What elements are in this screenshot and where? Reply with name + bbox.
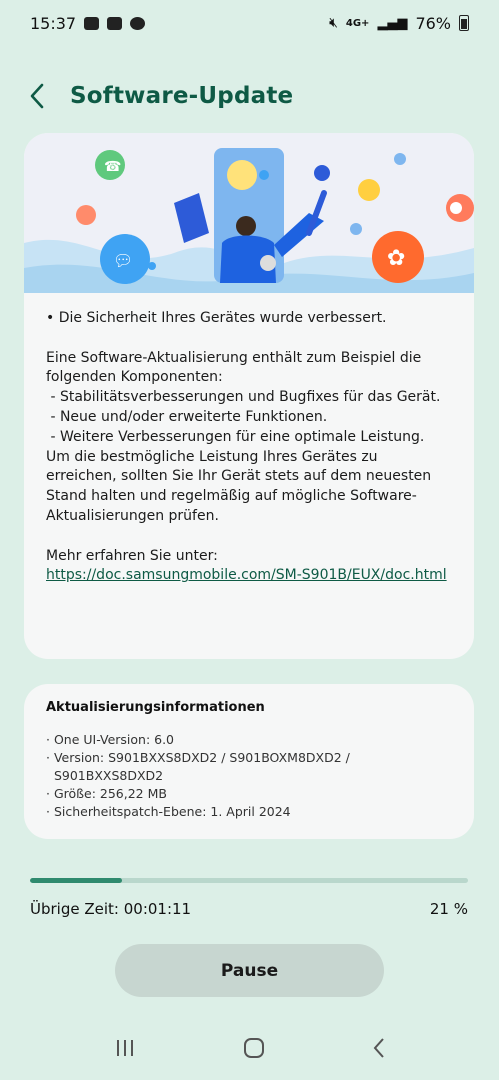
youtube-icon: [84, 17, 99, 30]
release-notes-link[interactable]: https://doc.samsungmobile.com/SM-S901B/EUX/doc.html: [46, 567, 447, 584]
status-right: [329, 14, 469, 33]
page-title: Software-Update: [70, 83, 294, 109]
release-notes: [24, 293, 474, 586]
back-arrow-icon[interactable]: [26, 80, 48, 112]
info-list: · One UI-Version: 6.0 · Version: S901BXXS8DXD2 / S901BOXM8DXD2 / S901BXXS8DXD2 · Größe: 256,22 MB · Sicherheitspatch-Ebene: 1. April 2024: [46, 732, 350, 819]
navigation-bar: [0, 1020, 499, 1080]
remaining-time: Übrige Zeit: 00:01:11: [30, 900, 192, 918]
svg-text:☎: ☎: [104, 159, 122, 175]
status-bar: [0, 0, 499, 46]
download-progress-fill: [30, 878, 122, 883]
home-icon[interactable]: [243, 1037, 265, 1063]
status-time: 15:37: [30, 13, 77, 33]
svg-text:💬︎: 💬︎: [113, 251, 134, 270]
update-info-card: [24, 684, 474, 839]
download-progress-bar: [30, 878, 468, 883]
release-notes-card: [24, 133, 474, 659]
battery-percent: 76%: [415, 13, 451, 33]
svg-text:✿: ✿: [387, 246, 406, 271]
signal-icon: ▂▄▆: [377, 15, 408, 31]
update-illustration: [24, 133, 474, 293]
battery-icon: [459, 15, 469, 31]
network-type: 4G+: [345, 17, 370, 29]
trophy-icon: [130, 17, 145, 30]
release-notes-text: • Die Sicherheit Ihres Gerätes wurde verbessert. Eine Software-Aktualisierung enthält zum Beispiel die folgenden Komponenten: - Stabilitätsverbesserungen und Bugfixes für das Gerät. - Neue und/oder erweiterte Funktionen. - Weitere Verbesserungen für eine optimale Leistung. Um die bestmögliche Leistung Ihres Gerätes zu erreichen, sollten Sie Ihr Gerät stets auf dem neuesten Stand halten und regelmäßig auf mögliche Software-Aktualisierungen prüfen. Mehr erfahren Sie unter:: [46, 310, 441, 564]
info-title: Aktualisierungsinformationen: [46, 700, 265, 715]
back-nav-icon[interactable]: [372, 1037, 386, 1063]
header: [26, 80, 293, 112]
mute-icon: 🔇︎: [329, 15, 338, 31]
status-left: [30, 14, 145, 33]
progress-percent: 21 %: [429, 900, 468, 918]
app-notification-icon: [107, 17, 122, 30]
progress-info-row: [30, 900, 468, 918]
recent-apps-icon[interactable]: [114, 1038, 136, 1062]
pause-button[interactable]: Pause: [115, 944, 384, 997]
